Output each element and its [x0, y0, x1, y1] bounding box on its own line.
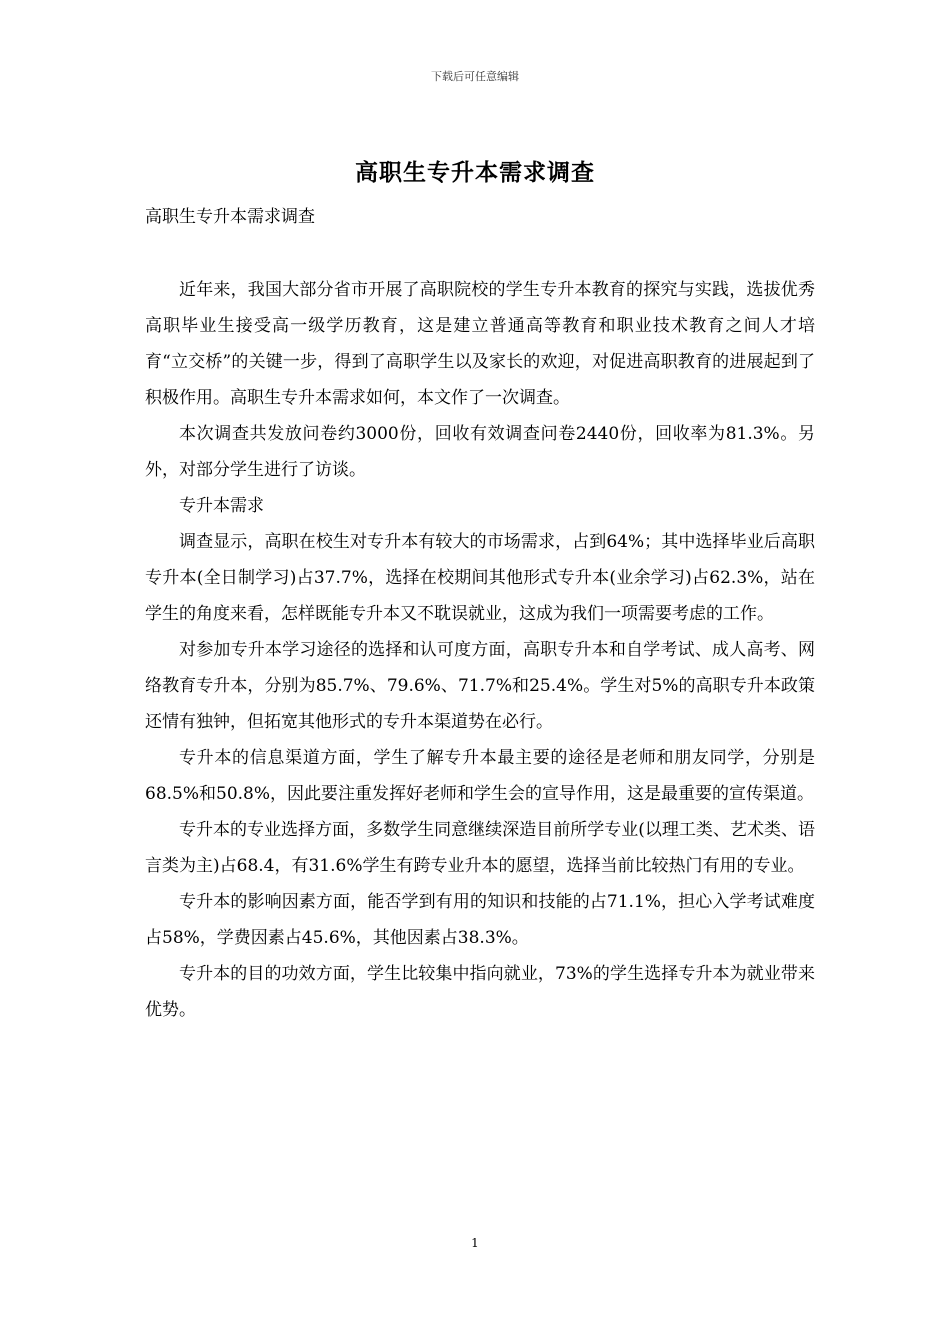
- paragraph: 对参加专升本学习途径的选择和认可度方面，高职专升本和自学考试、成人高考、网络教育专升本，分别为85.7%、79.6%、71.7%和25.4%。学生对5%的高职专升本政策还情有独钟，但拓宽其他形式的专升本渠道势在必行。: [145, 640, 815, 732]
- paragraph: 本次调查共发放问卷约3000份，回收有效调查问卷2440份，回收率为81.3%。另外，对部分学生进行了访谈。: [145, 424, 815, 480]
- page-number: 1: [471, 1236, 479, 1250]
- document-title: 高职生专升本需求调查: [355, 159, 595, 186]
- section-heading: 专升本需求: [179, 496, 264, 516]
- document-body: [145, 272, 815, 1028]
- document-subtitle: 高职生专升本需求调查: [145, 207, 315, 227]
- page-header: 下载后可任意编辑: [431, 70, 519, 83]
- paragraph: 调查显示，高职在校生对专升本有较大的市场需求，占到64%；其中选择毕业后高职专升本(全日制学习)占37.7%，选择在校期间其他形式专升本(业余学习)占62.3%，站在学生的角度来看，怎样既能专升本又不耽误就业，这成为我们一项需要考虑的工作。: [145, 532, 815, 624]
- paragraph: 近年来，我国大部分省市开展了高职院校的学生专升本教育的探究与实践，选拔优秀高职毕业生接受高一级学历教育，这是建立普通高等教育和职业技术教育之间人才培育“立交桥”的关键一步，得到了高职学生以及家长的欢迎，对促进高职教育的进展起到了积极作用。高职生专升本需求如何，本文作了一次调查。: [145, 280, 815, 408]
- paragraph: 专升本的目的功效方面，学生比较集中指向就业，73%的学生选择专升本为就业带来优势。: [145, 964, 815, 1020]
- paragraph: 专升本的专业选择方面，多数学生同意继续深造目前所学专业(以理工类、艺术类、语言类为主)占68.4，有31.6%学生有跨专业升本的愿望，选择当前比较热门有用的专业。: [145, 820, 815, 876]
- paragraph: 专升本的信息渠道方面，学生了解专升本最主要的途径是老师和朋友同学，分别是68.5%和50.8%，因此要注重发挥好老师和学生会的宣导作用，这是最重要的宣传渠道。: [145, 748, 815, 804]
- paragraph: 专升本的影响因素方面，能否学到有用的知识和技能的占71.1%，担心入学考试难度占58%，学费因素占45.6%，其他因素占38.3%。: [145, 892, 815, 948]
